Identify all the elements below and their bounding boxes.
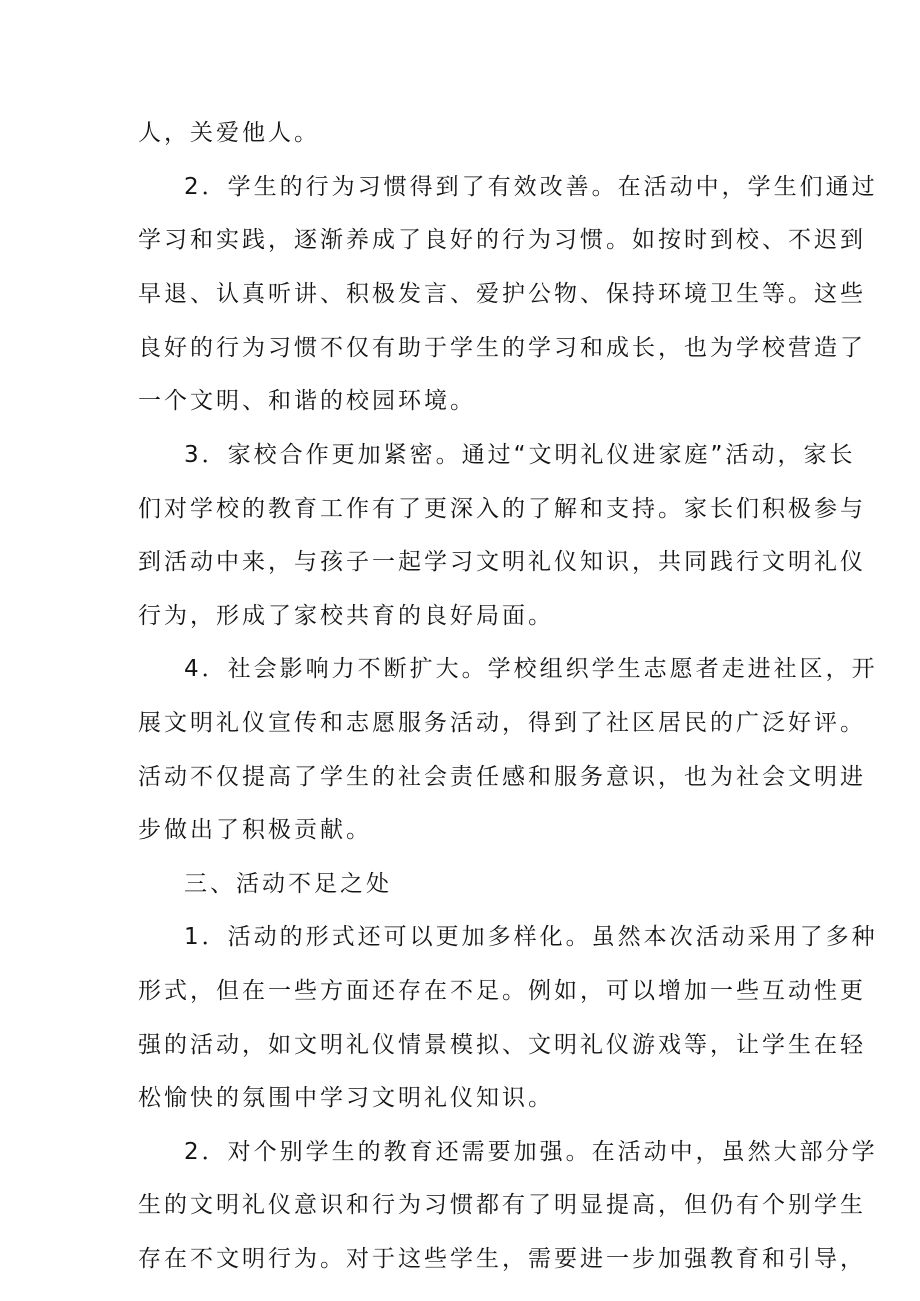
text-line: 早退、认真听讲、积极发言、爱护公物、保持环境卫生等。这些 [138,281,866,307]
text-line: 行为，形成了家校共育的良好局面。 [138,603,554,629]
text-line: 到活动中来，与孩子一起学习文明礼仪知识，共同践行文明礼仪 [138,549,866,575]
text-line: 良好的行为习惯不仅有助于学生的学习和成长，也为学校营造了 [138,335,866,361]
text-line: 生的文明礼仪意识和行为习惯都有了明显提高，但仍有个别学生 [138,1192,866,1218]
paragraph-line: 2．学生的行为习惯得到了有效改善。在活动中，学生们通过 [184,174,878,200]
text-line: 学习和实践，逐渐养成了良好的行为习惯。如按时到校、不迟到 [138,227,866,253]
paragraph-line: 2．对个别学生的教育还需要加强。在活动中，虽然大部分学 [184,1139,878,1165]
text-line: 步做出了积极贡献。 [138,817,372,843]
section-heading: 三、活动不足之处 [184,871,392,897]
text-line: 强的活动，如文明礼仪情景模拟、文明礼仪游戏等，让学生在轻 [138,1032,866,1058]
text-line: 们对学校的教育工作有了更深入的了解和支持。家长们积极参与 [138,496,866,522]
text-line: 形式，但在一些方面还存在不足。例如，可以增加一些互动性更 [138,978,866,1004]
paragraph-line: 4．社会影响力不断扩大。学校组织学生志愿者走进社区，开 [184,656,878,682]
text-line: 活动不仅提高了学生的社会责任感和服务意识，也为社会文明进 [138,764,866,790]
text-line: 展文明礼仪宣传和志愿服务活动，得到了社区居民的广泛好评。 [138,710,866,736]
text-line: 存在不文明行为。对于这些学生，需要进一步加强教育和引导， [138,1246,866,1272]
paragraph-line: 1．活动的形式还可以更加多样化。虽然本次活动采用了多种 [184,924,878,950]
paragraph-line: 3．家校合作更加紧密。通过“文明礼仪进家庭”活动，家长 [184,442,856,468]
text-line: 人，关爱他人。 [138,120,320,146]
text-line: 松愉快的氛围中学习文明礼仪知识。 [138,1085,554,1111]
text-line: 一个文明、和谐的校园环境。 [138,388,476,414]
